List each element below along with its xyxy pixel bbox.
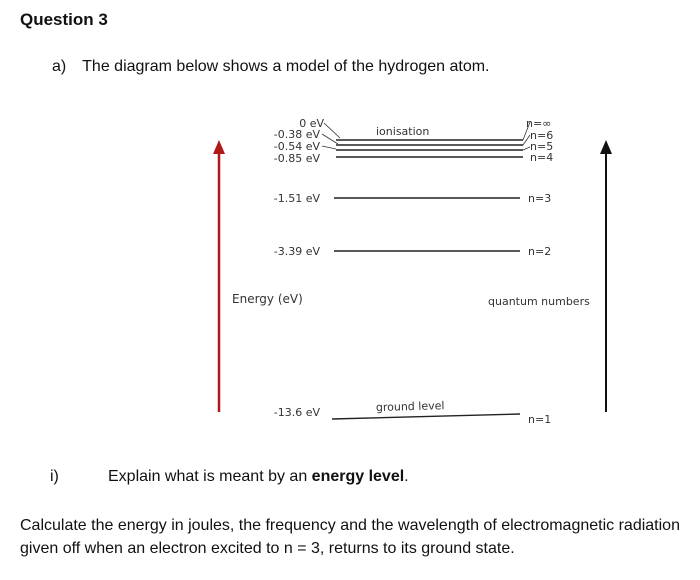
quantum-number-label: n=5 — [530, 140, 554, 153]
calculation-question: Calculate the energy in joules, the frequency and the wavelength of electromagnetic radiation given off when an electron excited to n = 3, returns to its ground state. — [20, 517, 680, 557]
quantum-number-label: n=6 — [530, 129, 554, 142]
quantum-axis-label: quantum numbers — [488, 295, 590, 308]
ionisation-label: ionisation — [376, 125, 430, 138]
question-title: Question 3 — [20, 10, 108, 29]
part-i-text-before: Explain what is meant by an — [108, 468, 312, 485]
level-energy-label: 0 eV — [299, 117, 324, 130]
label-connector — [324, 123, 340, 138]
level-energy-label: -0.38 eV — [273, 128, 320, 141]
quantum-number-label: n=1 — [528, 413, 552, 426]
part-i-text — [108, 468, 409, 486]
part-i — [50, 468, 409, 486]
label-connector — [322, 146, 336, 149]
part-a-label: a) — [52, 58, 67, 75]
ground-level-label: ground level — [375, 399, 445, 414]
label-connector — [523, 147, 530, 150]
level-energy-label: -3.39 eV — [273, 245, 320, 258]
quantum-number-label: n=4 — [530, 151, 554, 164]
quantum-axis-arrowhead — [600, 140, 612, 154]
level-energy-label: -1.51 eV — [273, 192, 320, 205]
part-i-label: i) — [50, 468, 59, 485]
quantum-number-label: n=2 — [528, 245, 552, 258]
part-i-text-bold: energy level — [311, 468, 405, 485]
part-i-text-after: . — [404, 468, 409, 485]
quantum-number-label: n=3 — [528, 192, 552, 205]
quantum-number-label: n=∞ — [526, 117, 552, 130]
energy-axis-label: Energy (eV) — [232, 292, 303, 306]
level-energy-label: -0.54 eV — [273, 140, 320, 153]
ground-level-line — [332, 414, 520, 419]
level-energy-label: -0.85 eV — [273, 152, 320, 165]
energy-axis-arrowhead — [213, 140, 225, 154]
level-energy-label: -13.6 eV — [273, 406, 320, 419]
part-a-text: The diagram below shows a model of the hydrogen atom. — [82, 58, 490, 75]
label-connector — [322, 134, 338, 144]
